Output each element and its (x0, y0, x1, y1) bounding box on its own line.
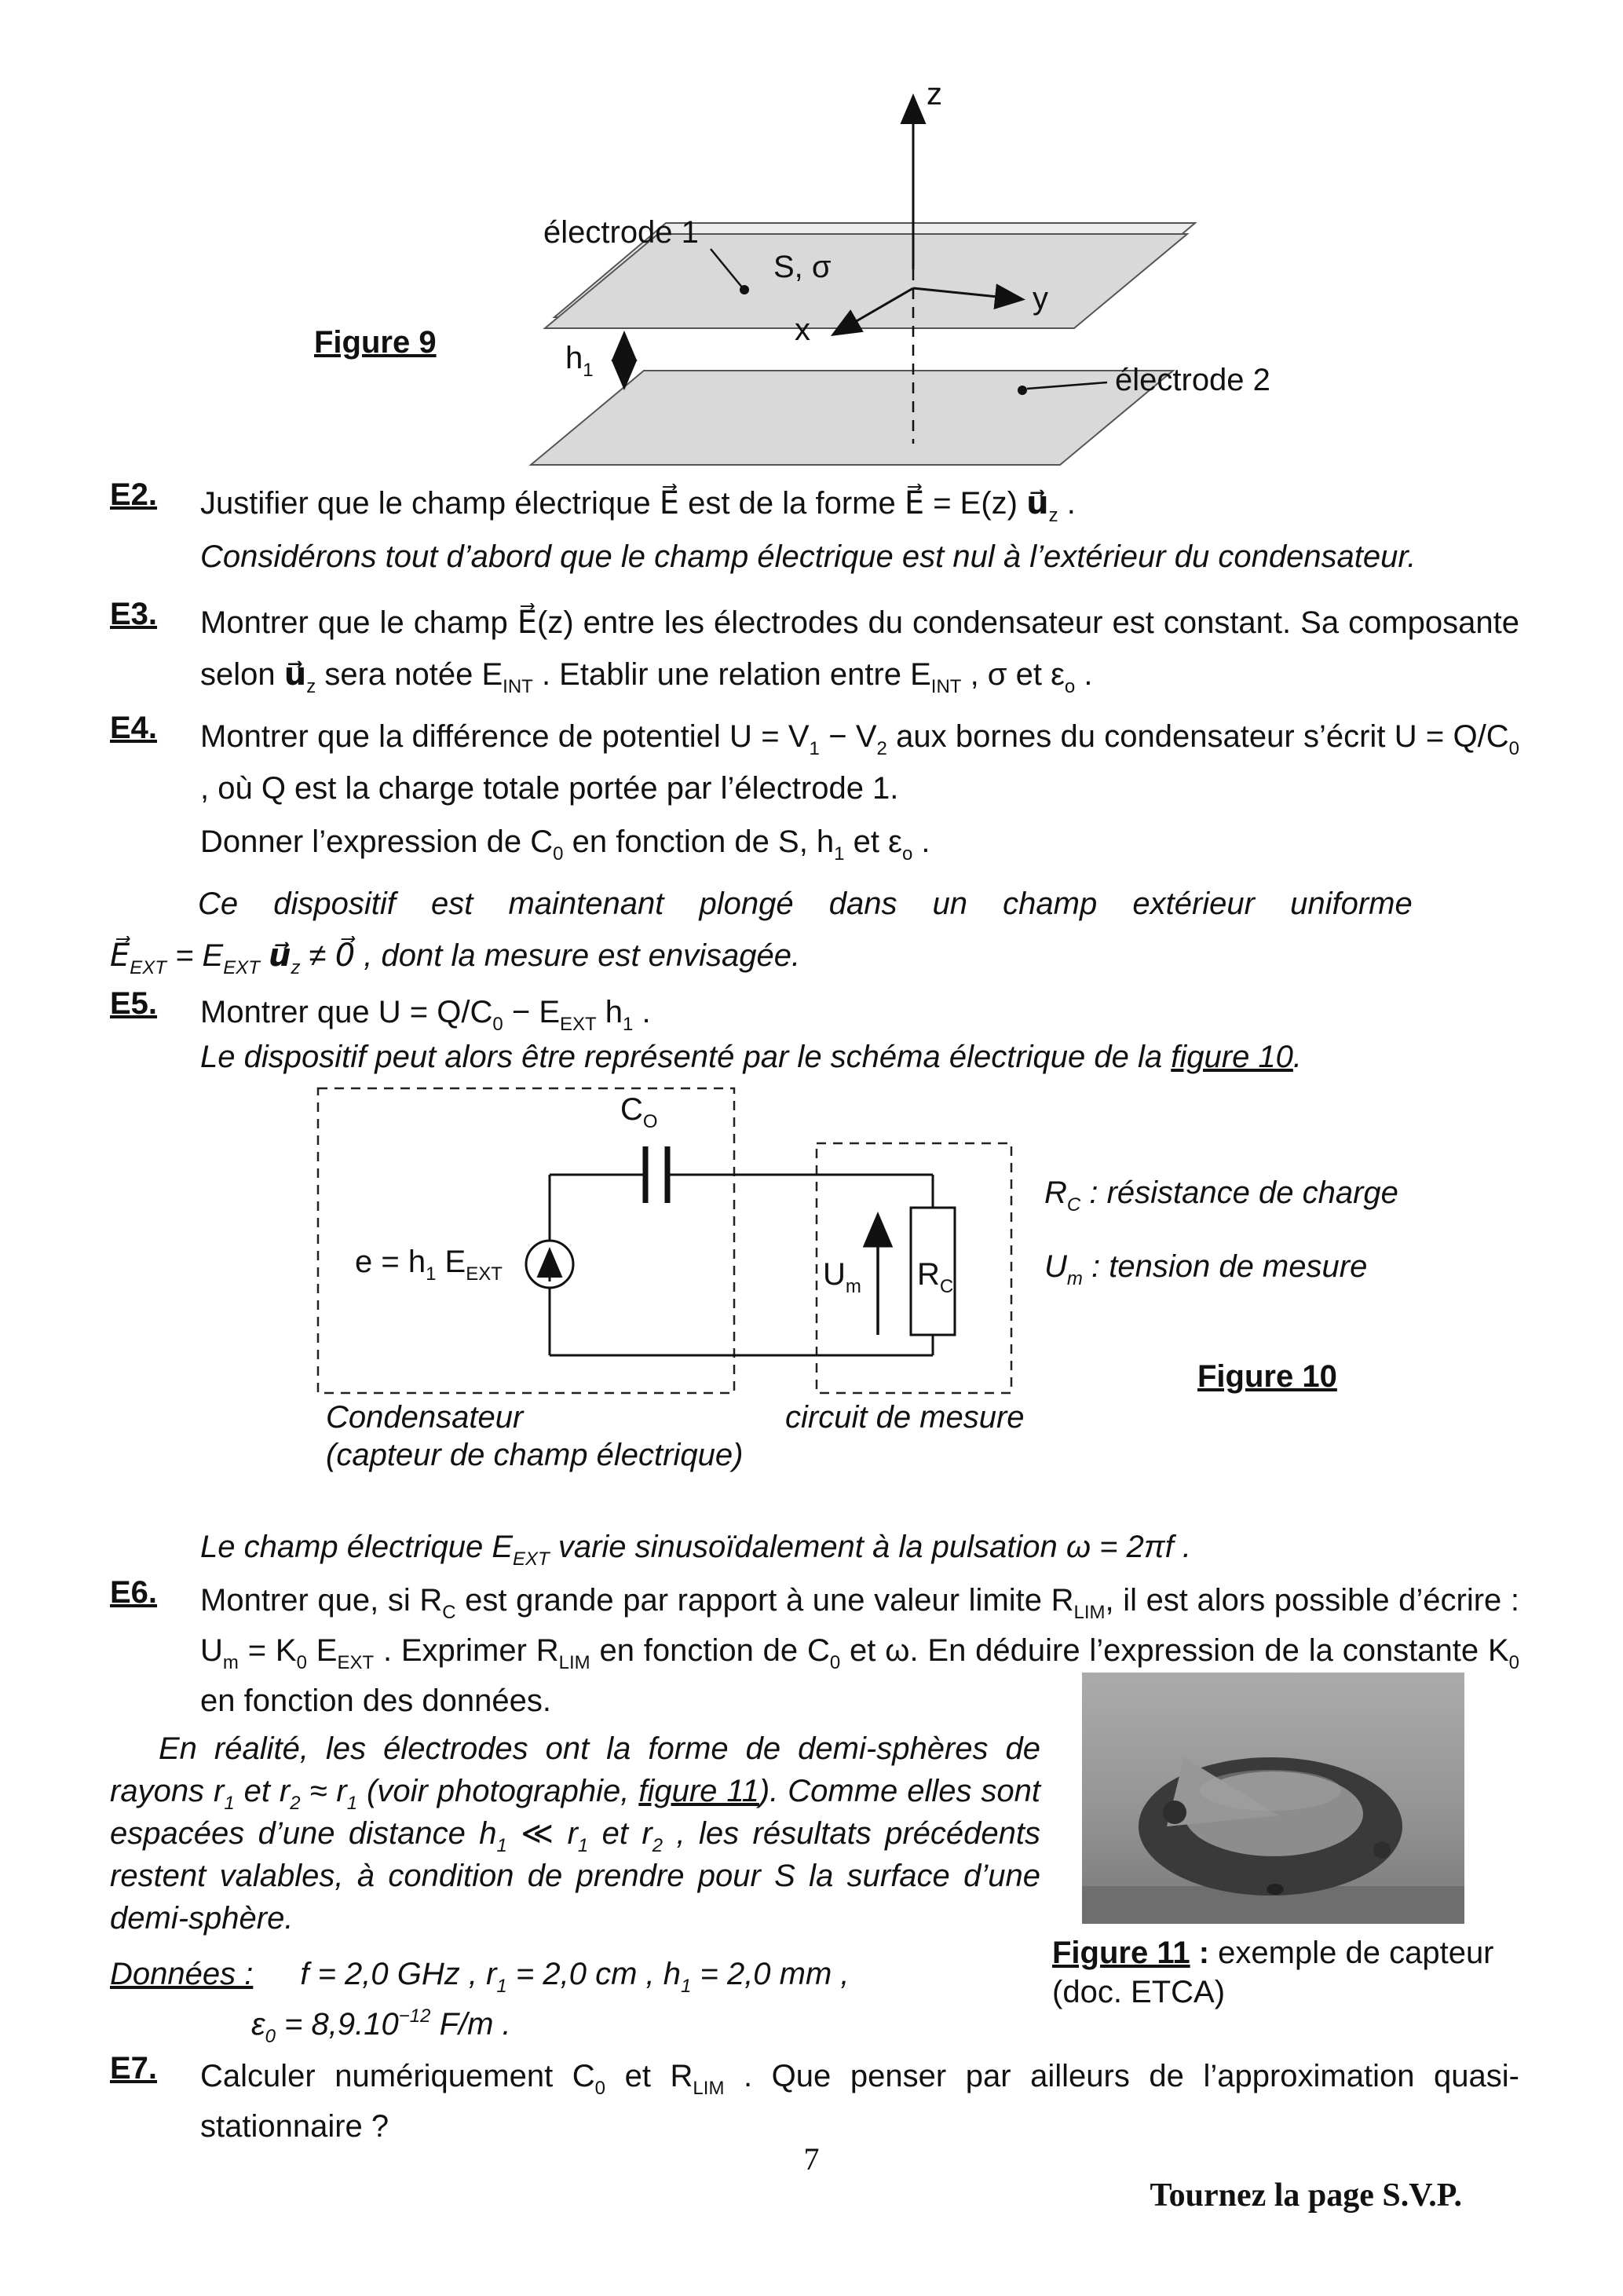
um-label: $U_m$ (823, 1257, 861, 1297)
question-e3 (110, 597, 1519, 700)
rc-label: $R_C$ (917, 1257, 954, 1297)
figure10-title: Figure 10 (1197, 1359, 1337, 1394)
source-label: $e = h_1$ $E_{EXT}$ (355, 1245, 503, 1285)
axis-y-label: y (1033, 281, 1048, 316)
capacitor-label: $C_O$ (620, 1092, 658, 1132)
question-e4-number: E4. (110, 711, 158, 745)
question-e7-text: Calculer numériquement $C_0$ et $R_{LIM}$ . Que penser par ailleurs de l’approximation quasi-stationnaire ? (200, 2059, 1519, 2144)
caption-condensateur: Condensateur (326, 1400, 524, 1435)
question-e4-text: Montrer que la différence de potentiel $U = V_1 - V_2$ aux bornes du condensateur s’écrit $U = Q/C_0$ , où Q est la charge totale portée par l’électrode 1. (200, 719, 1519, 806)
paragraph-realite-block (110, 1727, 1040, 2046)
question-e5-text: Montrer que $U = Q/C_0 - E_{EXT}$ $h_1$ . (200, 995, 651, 1035)
figure11-caption: Figure 11 : exemple de capteur (1052, 1936, 1494, 1970)
question-e5-number: E5. (110, 986, 158, 1021)
caption-circuit-mesure: circuit de mesure (785, 1400, 1025, 1435)
figure11 (1082, 1673, 1464, 1924)
question-e2-number: E2. (110, 477, 158, 512)
turn-page-note: Tournez la page S.V.P. (1150, 2177, 1462, 2214)
question-e2-note: Considérons tout d’abord que le champ électrique est nul à l’extérieur du condensateur. (200, 539, 1416, 574)
donnees-line1 (110, 1952, 1040, 1996)
question-e6-text: Montrer que, si $R_C$ est grande par rapport à une valeur limite $R_{LIM}$, il est alors possible d’écrire : $U_m = K_0$ $E_{EXT}$ . Exprimer $R_{LIM}$ en fonction de $C_0$ et ω. En déduire l’expression de la constante $K_0$ en fonction des données. (200, 1583, 1520, 1718)
page-number: 7 (803, 2141, 820, 2177)
gap-h1-label: $h_1$ (565, 341, 594, 381)
figure11-photo (1082, 1673, 1464, 1924)
donnees-line2: $\varepsilon_0 = 8,9.10^{-12}$ F/m . (251, 2005, 511, 2047)
question-e6-number: E6. (110, 1575, 158, 1610)
question-e7-number: E7. (110, 2051, 158, 2086)
question-e2 (110, 477, 1519, 583)
question-e3-number: E3. (110, 597, 158, 631)
question-e3-text: Montrer que le champ E⃗(z) entre les électrodes du condensateur est constant. Sa composante selon $u⃗_z$ sera notée $E_{INT}$ . Etablir une relation entre $E_{INT}$ , σ et $\varepsilon_o$ . (200, 605, 1519, 697)
figure9-title: Figure 9 (314, 325, 437, 360)
paragraph-sinus: Le champ électrique $E_{EXT}$ varie sinusoïdalement à la pulsation ω = 2πf . (200, 1530, 1191, 1570)
donnees-label: Données : (110, 1957, 254, 1991)
paragraph-realite: En réalité, les électrodes ont la forme de demi-sphères de rayons $r_1$ et $r_2 \approx r_1$ (voir photographie, figure 11). Comme elles sont espacées d’une distance $h_1$ ≪ $r_1$ et $r_2$ , les résultats précédents restent valables, à condition de prendre pour S la surface d’une demi-sphère. (110, 1731, 1041, 1936)
figure11-caption-2: (doc. ETCA) (1052, 1975, 1226, 2009)
question-e4-text2: Donner l’expression de $C_0$ en fonction de S, $h_1$ et $\varepsilon_o$ . (200, 824, 930, 865)
rc-description: $R_C$ : résistance de charge (1044, 1175, 1398, 1216)
question-e4 (110, 711, 1519, 868)
electrode2-label: électrode 2 (1115, 363, 1270, 397)
donnees-values1: f = 2,0 GHz , $r_1 = 2,0$ cm , $h_1 = 2,0$ mm , (300, 1957, 850, 1997)
axis-z-label: z (927, 77, 942, 112)
electrode1-label: électrode 1 (543, 215, 699, 250)
um-description: $U_m$ : tension de mesure (1044, 1249, 1368, 1289)
axis-x-label: x (795, 313, 810, 347)
figure10 (0, 1082, 1623, 1522)
caption-condensateur-2: (capteur de champ électrique) (326, 1438, 744, 1472)
paragraph-dispositif: Ce dispositif est maintenant plongé dans un champ extérieur uniforme $E⃗_{EXT} = E_{EXT}$ $u⃗_z$ ≠ 0⃗ , dont la mesure est envisagée. (110, 887, 1413, 978)
question-e7 (110, 2051, 1519, 2152)
figure10-circuit (0, 1082, 1623, 1522)
question-e5 (110, 986, 1519, 1038)
figure9 (0, 75, 1623, 471)
question-e2-text: Justifier que le champ électrique E⃗ est de la forme E⃗ = E(z) $u⃗_z$ . (200, 486, 1076, 526)
paragraph-schema: Le dispositif peut alors être représenté par le schéma électrique de la figure 10. (200, 1040, 1303, 1074)
surface-label: S, σ (773, 250, 832, 284)
